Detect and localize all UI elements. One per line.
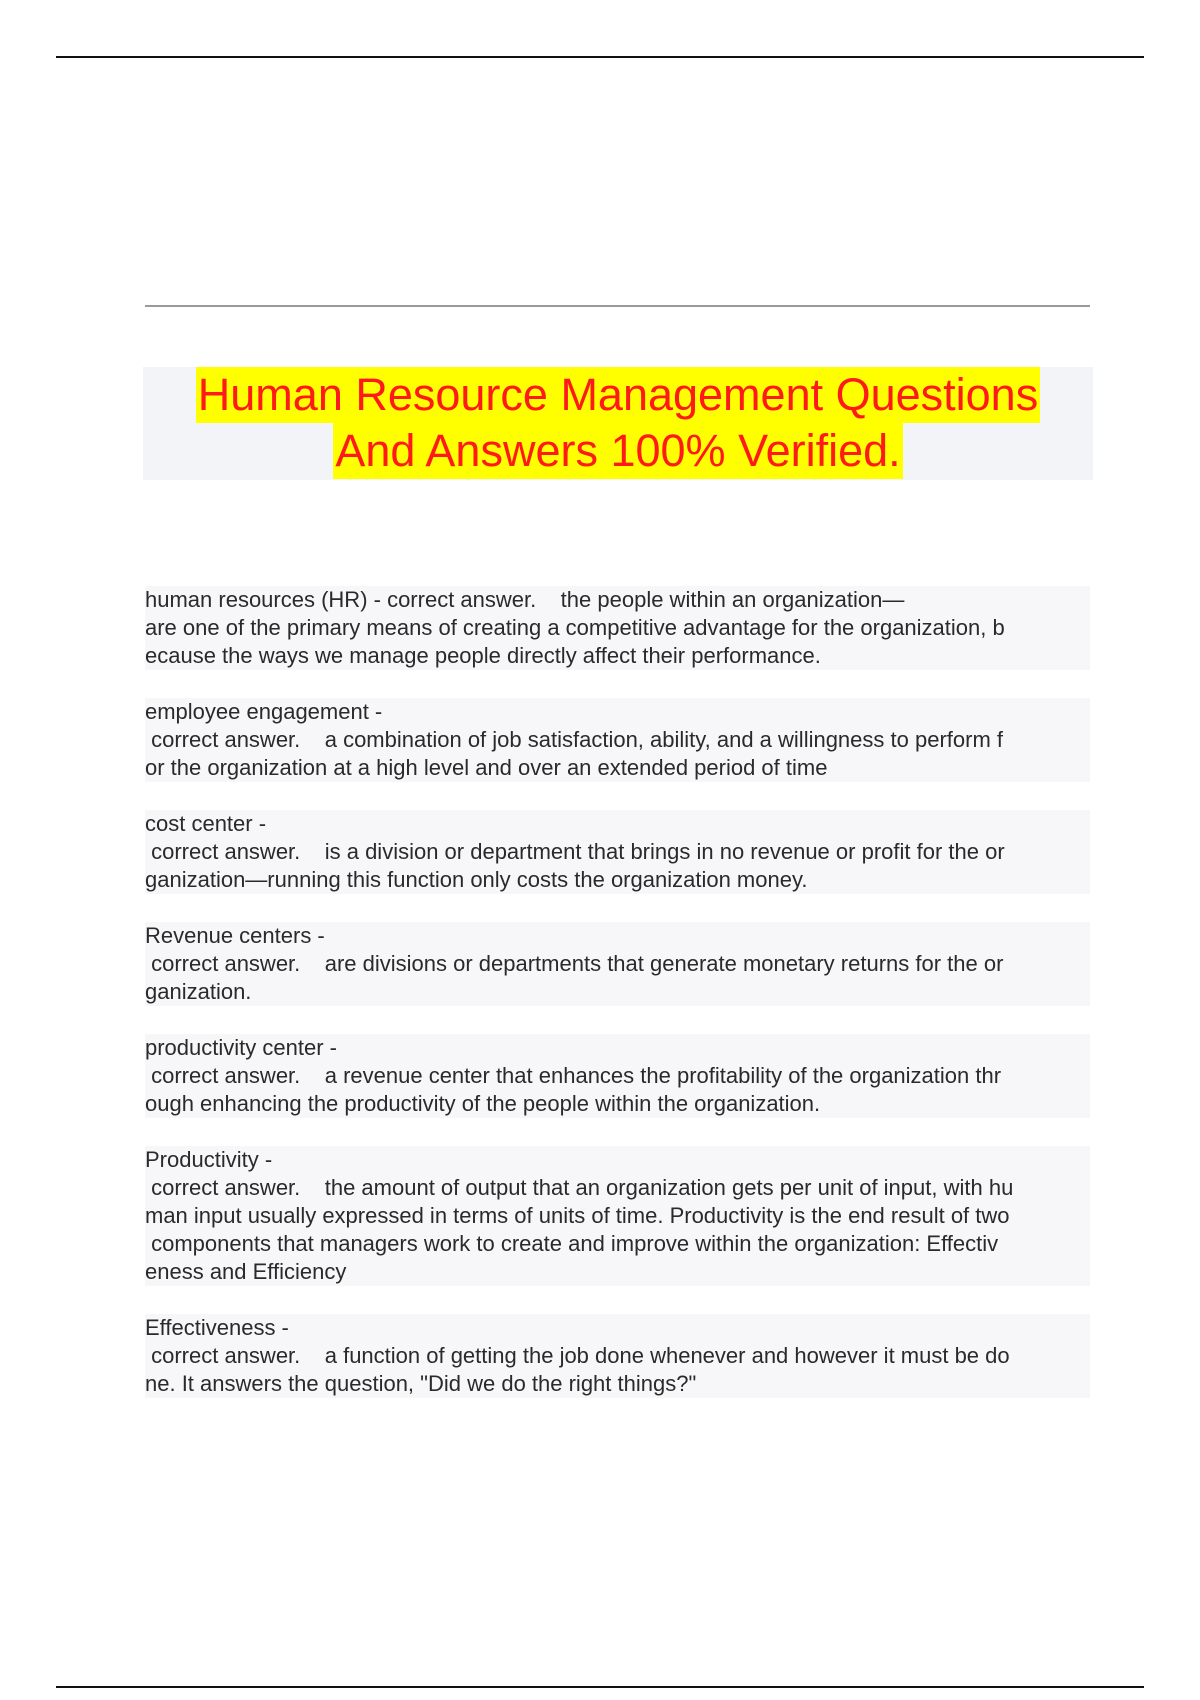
- qa-line: or the organization at a high level and over an extended period of time: [145, 754, 1090, 782]
- qa-line: components that managers work to create and improve within the organization: Effectiv: [145, 1230, 1090, 1258]
- title-line-2: And Answers 100% Verified.: [333, 423, 902, 479]
- qa-line: human resources (HR) - correct answer. the people within an organization—: [145, 586, 1090, 614]
- top-rule: [56, 56, 1144, 58]
- title-line-1: Human Resource Management Questions: [196, 367, 1040, 423]
- qa-entry-employee-engagement: [145, 698, 1090, 782]
- title-divider: [145, 305, 1090, 307]
- qa-entry-cost-center: [145, 810, 1090, 894]
- qa-line: eness and Efficiency: [145, 1258, 1090, 1286]
- qa-list: [145, 586, 1090, 1426]
- qa-line: Productivity -: [145, 1146, 1090, 1174]
- qa-line: correct answer. a revenue center that enhances the profitability of the organization thr: [145, 1062, 1090, 1090]
- qa-entry-effectiveness: [145, 1314, 1090, 1398]
- qa-line: man input usually expressed in terms of units of time. Productivity is the end result of two: [145, 1202, 1090, 1230]
- bottom-rule: [56, 1686, 1144, 1688]
- qa-entry-revenue-centers: [145, 922, 1090, 1006]
- qa-line: employee engagement -: [145, 698, 1090, 726]
- qa-line: Effectiveness -: [145, 1314, 1090, 1342]
- qa-line: ne. It answers the question, "Did we do the right things?": [145, 1370, 1090, 1398]
- qa-entry-human-resources: [145, 586, 1090, 670]
- qa-line: cost center -: [145, 810, 1090, 838]
- qa-line: correct answer. is a division or department that brings in no revenue or profit for the or: [145, 838, 1090, 866]
- qa-line: correct answer. are divisions or departments that generate monetary returns for the or: [145, 950, 1090, 978]
- document-title: [143, 367, 1093, 480]
- qa-entry-productivity: [145, 1146, 1090, 1286]
- qa-line: Revenue centers -: [145, 922, 1090, 950]
- qa-line: ough enhancing the productivity of the people within the organization.: [145, 1090, 1090, 1118]
- qa-line: ecause the ways we manage people directly affect their performance.: [145, 642, 1090, 670]
- qa-line: ganization—running this function only costs the organization money.: [145, 866, 1090, 894]
- qa-line: correct answer. a combination of job satisfaction, ability, and a willingness to perform f: [145, 726, 1090, 754]
- qa-line: ganization.: [145, 978, 1090, 1006]
- qa-line: correct answer. the amount of output that an organization gets per unit of input, with hu: [145, 1174, 1090, 1202]
- qa-line: correct answer. a function of getting the job done whenever and however it must be do: [145, 1342, 1090, 1370]
- qa-entry-productivity-center: [145, 1034, 1090, 1118]
- qa-line: are one of the primary means of creating a competitive advantage for the organization, b: [145, 614, 1090, 642]
- qa-line: productivity center -: [145, 1034, 1090, 1062]
